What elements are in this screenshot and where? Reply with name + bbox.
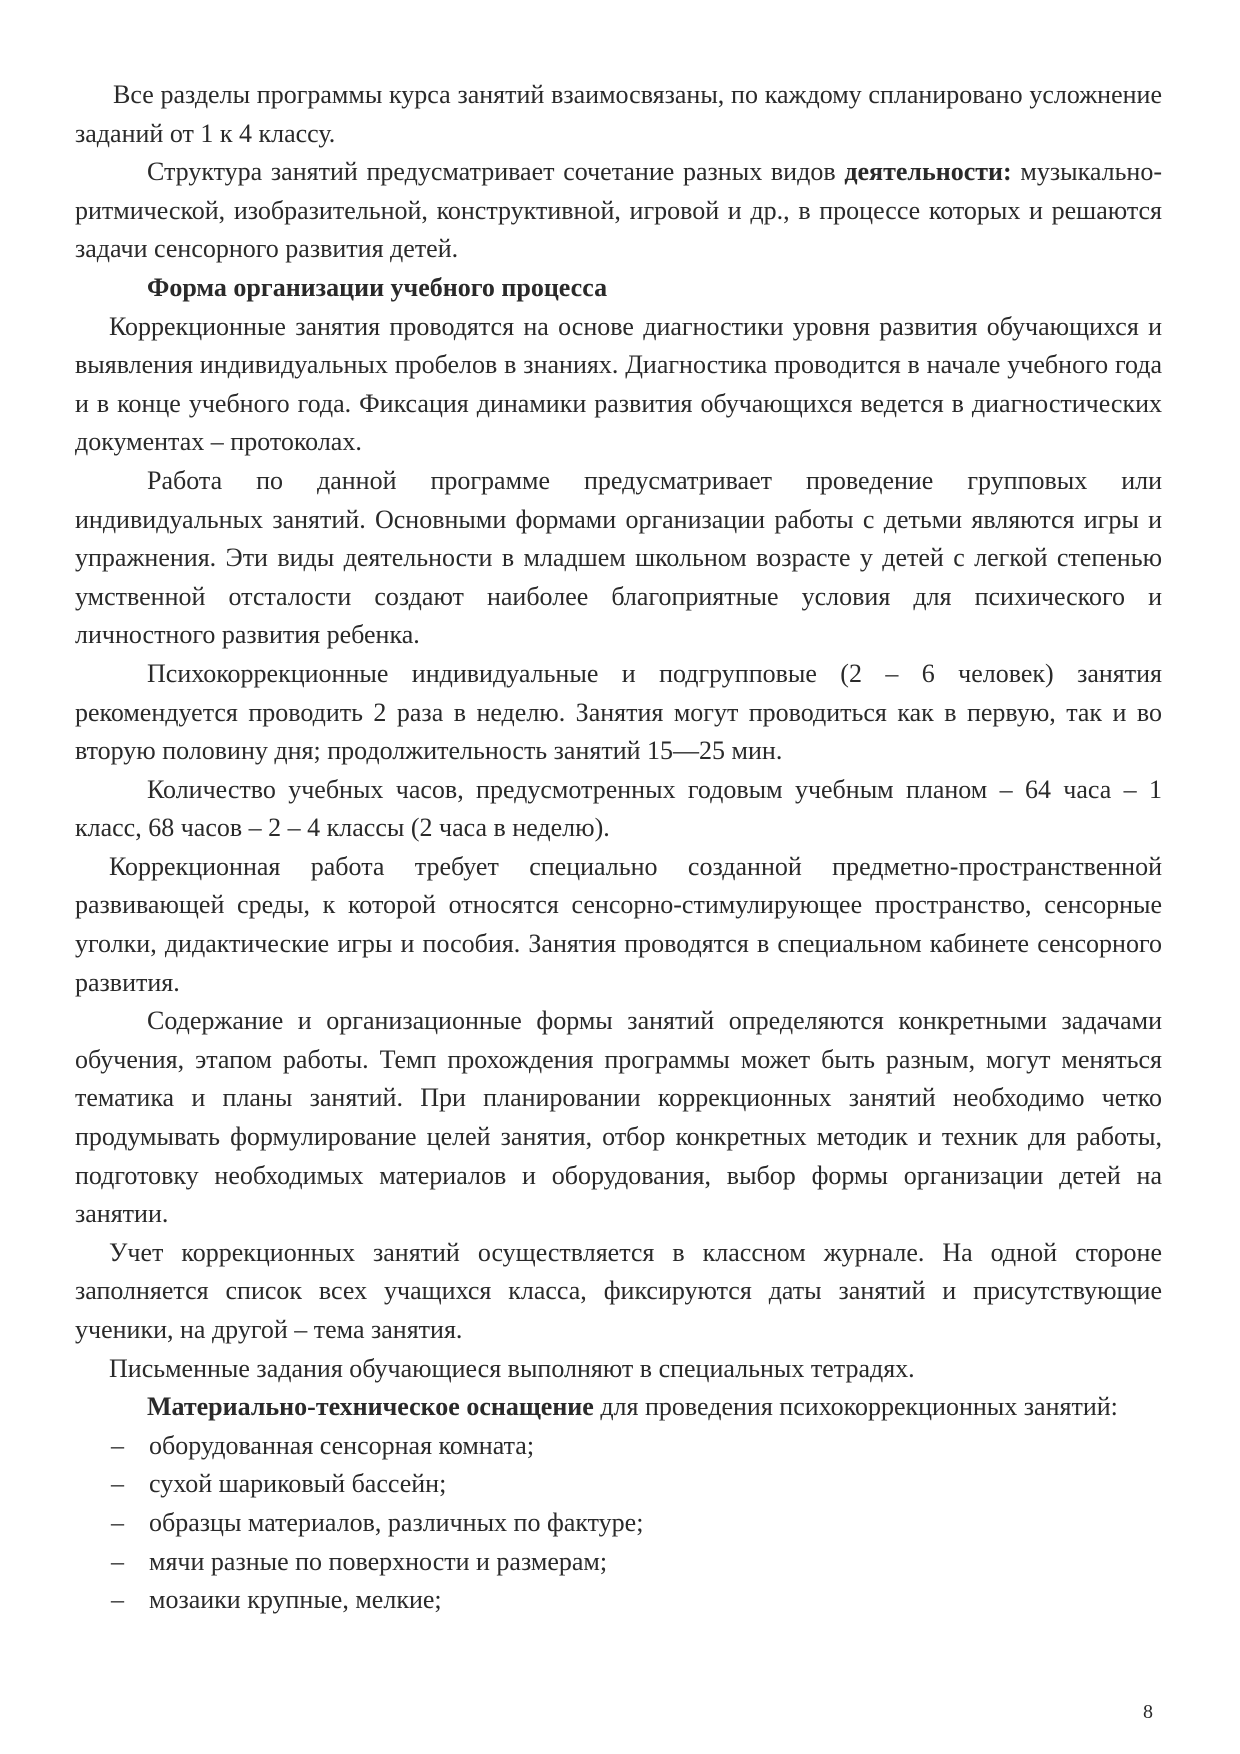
equipment-term: Материально-техническое оснащение [147, 1392, 594, 1422]
paragraph-content-forms: Содержание и организационные формы занятий определяются конкретными задачами обучения, этапом работы. Темп прохождения программы может быть разным, могут меняться тематика и планы занятий. При планировании коррекционных занятий необходимо четко продумывать формулирование целей занятия, отбор конкретных методик и техник для работы, подготовку необходимых материалов и оборудования, выбор формы организации детей на занятии. [75, 1006, 1162, 1229]
paragraph-sections: Все разделы программы курса занятий взаимосвязаны, по каждому спланировано усложнение заданий от 1 к 4 классу. [75, 80, 1162, 148]
activity-term: деятельности: [844, 157, 1012, 187]
list-item-text: мячи разные по поверхности и размерам; [149, 1546, 608, 1576]
list-item [75, 1581, 1162, 1620]
list-item-text: оборудованная сенсорная комната; [149, 1430, 535, 1460]
list-item-text: сухой шариковый бассейн; [149, 1469, 447, 1499]
page-number: 8 [1143, 1701, 1153, 1723]
list-dash: – [111, 1546, 124, 1576]
paragraph-hours: Количество учебных часов, предусмотренных годовым учебным планом – 64 часа – 1 класс, 68 часов – 2 – 4 классы (2 часа в неделю). [75, 774, 1162, 843]
paragraph-equipment [75, 1388, 1162, 1427]
list-item [75, 1504, 1162, 1543]
paragraph-work-forms: Работа по данной программе предусматривает проведение групповых или индивидуальных занятий. Основными формами организации работы с детьми являются игры и упражнения. Эти виды деятельности в младшем школьном возрасте у детей с легкой степенью умственной отсталости создают наиболее благоприятные условия для психического и личностного развития ребенка. [75, 465, 1162, 650]
equipment-list [75, 1427, 1162, 1620]
list-item-text: мозаики крупные, мелкие; [149, 1585, 442, 1615]
paragraph-records: Учет коррекционных занятий осуществляется в классном журнале. На одной стороне заполняется список всех учащихся класса, фиксируются даты занятий и присутствующие ученики, на другой – тема занятия. [75, 1237, 1162, 1344]
list-item [75, 1427, 1162, 1466]
list-item [75, 1465, 1162, 1504]
list-dash: – [111, 1585, 124, 1615]
paragraph-diagnostics: Коррекционные занятия проводятся на основе диагностики уровня развития обучающихся и выявления индивидуальных пробелов в знаниях. Диагностика проводится в начале учебного года и в конце учебного года. Фиксация динамики развития обучающихся ведется в диагностических документах – протоколах. [75, 311, 1162, 457]
paragraph-environment: Коррекционная работа требует специально созданной предметно-пространственной развивающей среды, к которой относятся сенсорно-стимулирующее пространство, сенсорные уголки, дидактические игры и пособия. Занятия проводятся в специальном кабинете сенсорного развития. [75, 851, 1162, 997]
paragraph-written-tasks: Письменные задания обучающиеся выполняют в специальных тетрадях. [109, 1353, 915, 1383]
structure-text-end: музыкально-ритмической, изобразительной, конструктивной, игровой и др., в процессе которых и решаются задачи сенсорного развития детей. [75, 157, 1162, 264]
paragraph-schedule: Психокоррекционные индивидуальные и подгрупповые (2 – 6 человек) занятия рекомендуется проводить 2 раза в неделю. Занятия могут проводиться как в первую, так и во вторую половину дня; продолжительность занятий 15—25 мин. [75, 658, 1162, 766]
section-heading: Форма организации учебного процесса [147, 272, 608, 302]
page-content [75, 76, 1162, 1620]
paragraph-structure [75, 153, 1162, 269]
equipment-text: для проведения психокоррекционных занятий: [593, 1392, 1118, 1422]
structure-text-start: Структура занятий предусматривает сочетание разных видов [147, 157, 845, 187]
list-dash: – [111, 1507, 124, 1537]
list-item [75, 1543, 1162, 1582]
list-item-text: образцы материалов, различных по фактуре; [149, 1507, 644, 1537]
list-dash: – [111, 1430, 124, 1460]
list-dash: – [111, 1469, 124, 1499]
